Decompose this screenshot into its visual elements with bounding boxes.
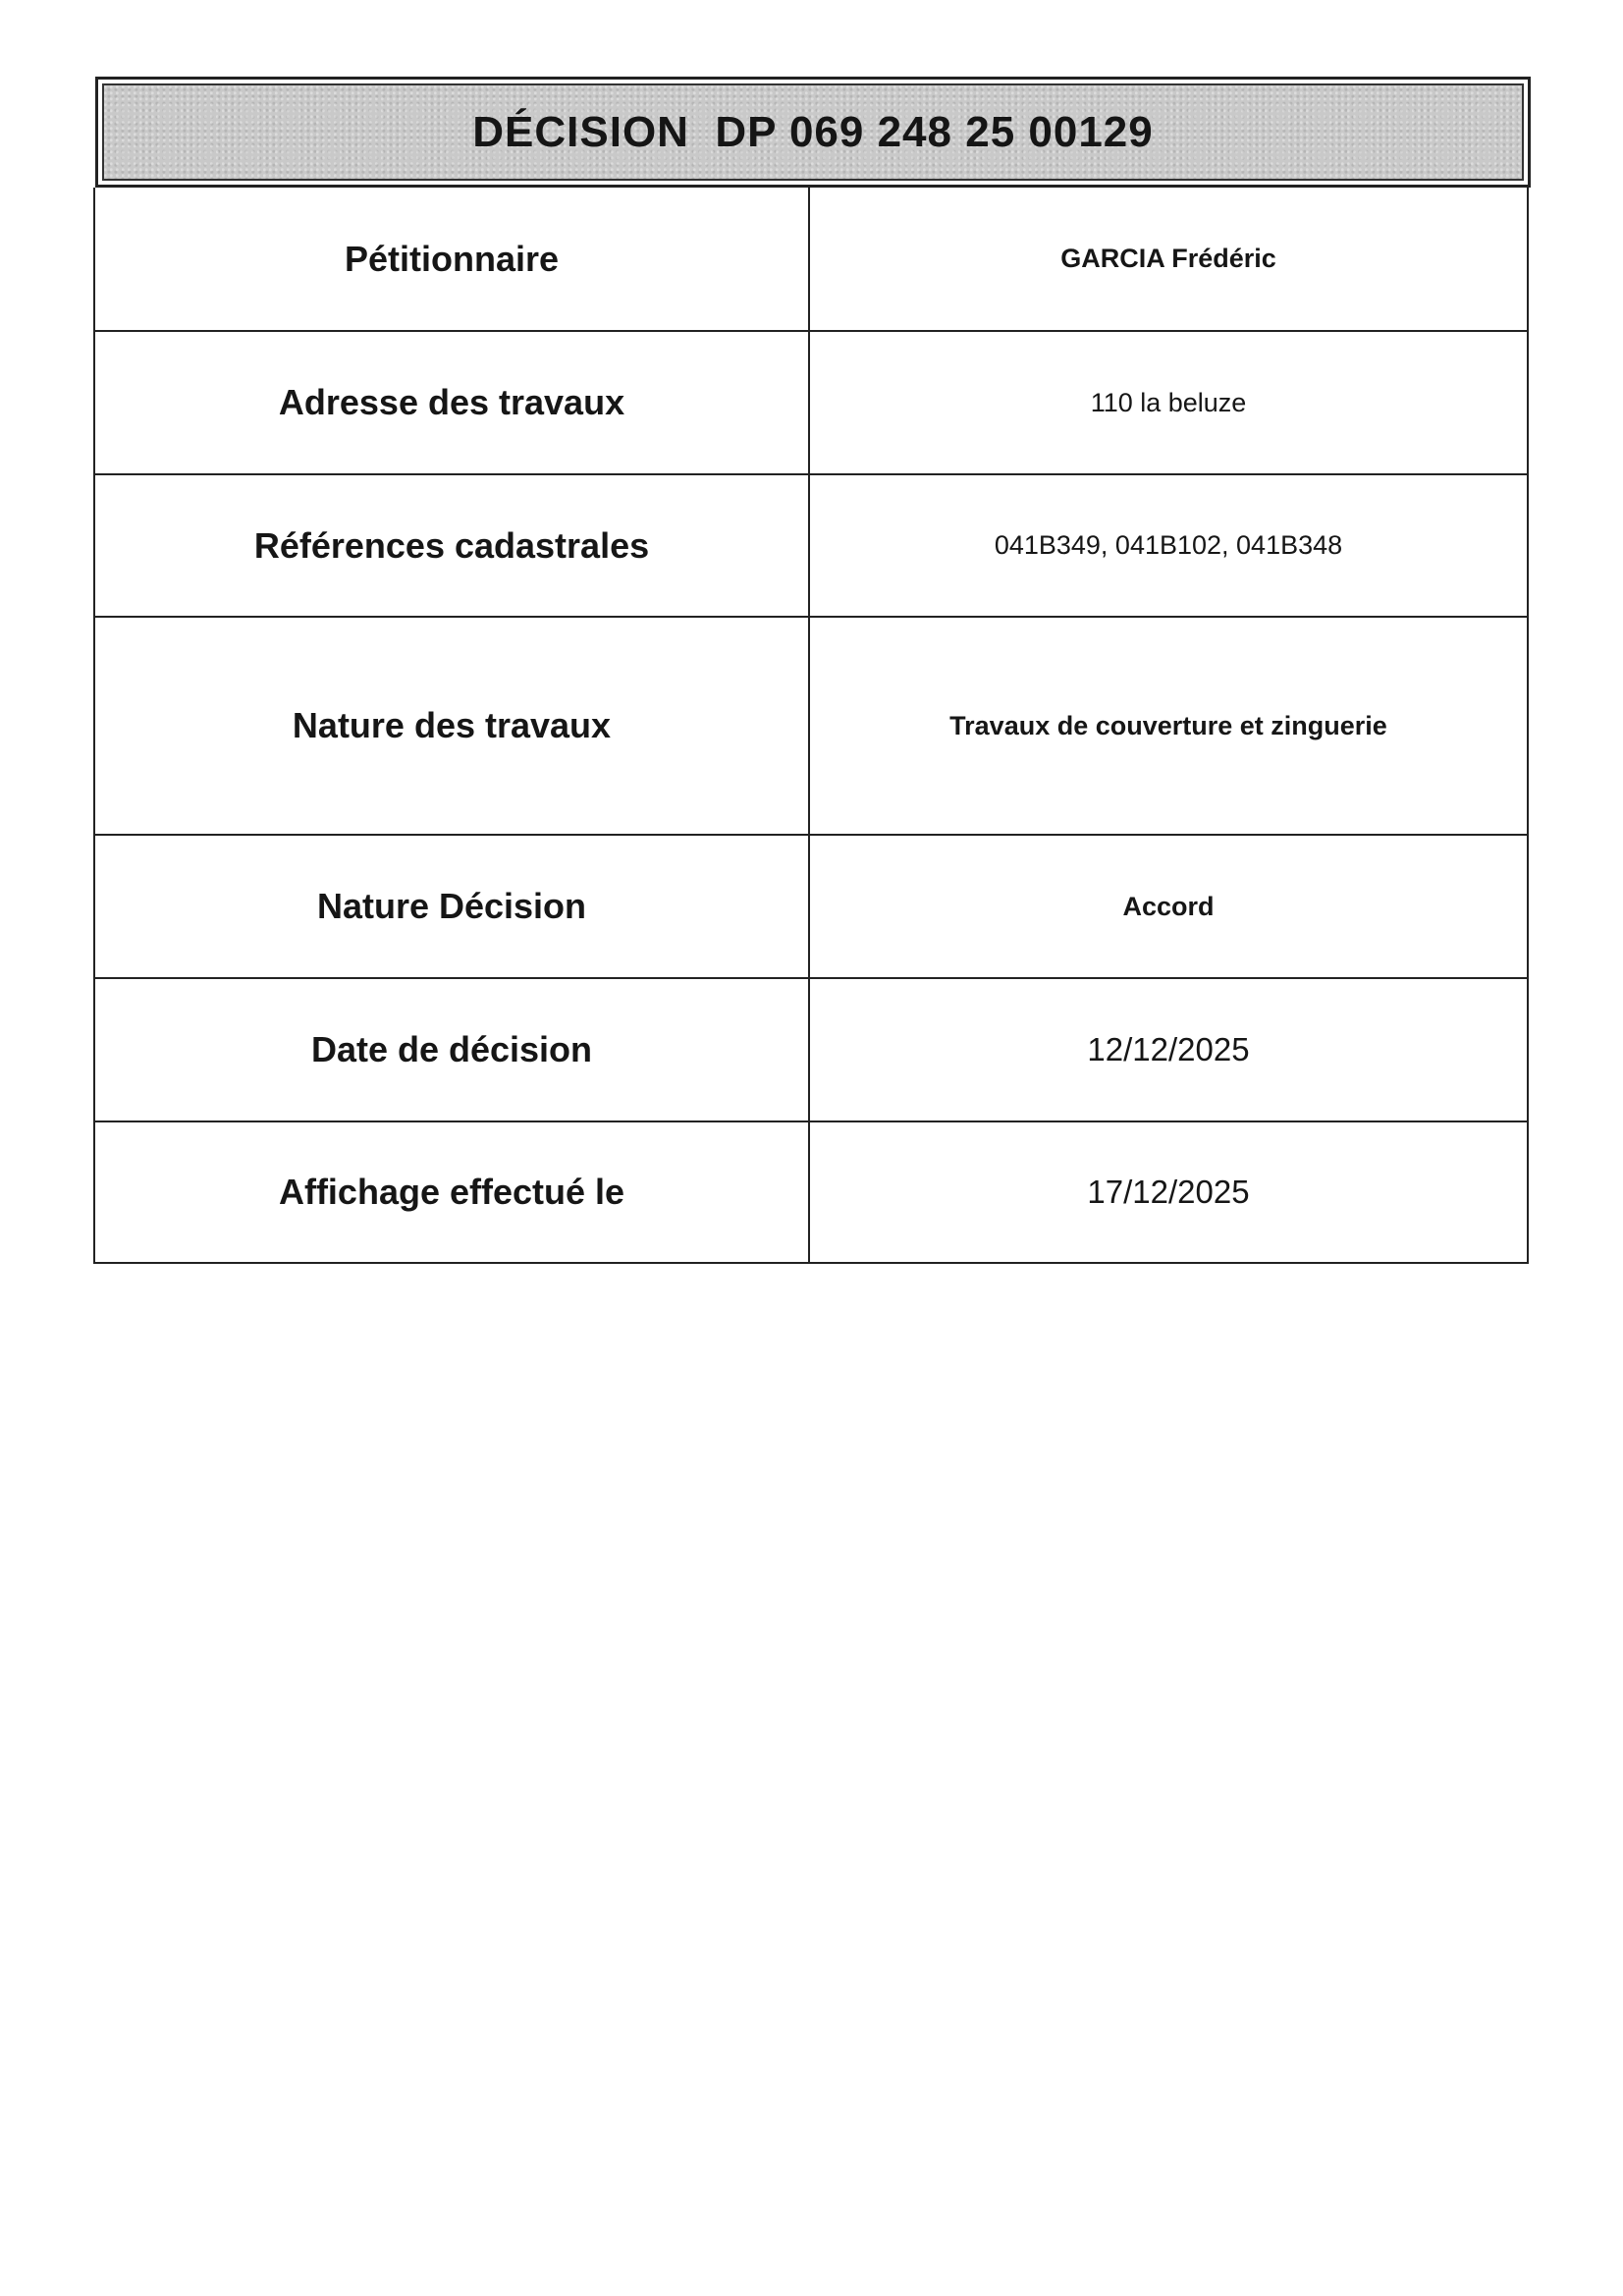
row-value: 12/12/2025 — [1087, 1031, 1250, 1067]
decision-info-table — [93, 188, 1529, 1264]
row-value: 041B349, 041B102, 041B348 — [994, 530, 1343, 560]
row-label: Affichage effectué le — [95, 1122, 810, 1262]
row-label: Nature des travaux — [95, 618, 810, 834]
row-label: Adresse des travaux — [95, 332, 810, 473]
table-row-affichage — [95, 1121, 1527, 1262]
row-label: Date de décision — [95, 979, 810, 1121]
decision-title: DÉCISION DP 069 248 25 00129 — [472, 107, 1154, 156]
row-value: Accord — [1122, 891, 1215, 921]
table-row-petitionnaire — [95, 188, 1527, 330]
table-row-references — [95, 473, 1527, 616]
row-value: 110 la beluze — [1090, 387, 1247, 417]
table-row-nature-decision — [95, 834, 1527, 977]
row-label: Nature Décision — [95, 836, 810, 977]
decision-header — [95, 77, 1531, 188]
table-row-adresse — [95, 330, 1527, 473]
row-value: GARCIA Frédéric — [1060, 244, 1276, 273]
row-value: 17/12/2025 — [1087, 1174, 1250, 1210]
decision-header-band — [102, 83, 1524, 181]
row-label: Pétitionnaire — [95, 188, 810, 330]
row-value: Travaux de couverture et zinguerie — [949, 710, 1387, 740]
table-row-date-decision — [95, 977, 1527, 1121]
row-label: Références cadastrales — [95, 475, 810, 616]
table-row-nature-travaux — [95, 616, 1527, 834]
